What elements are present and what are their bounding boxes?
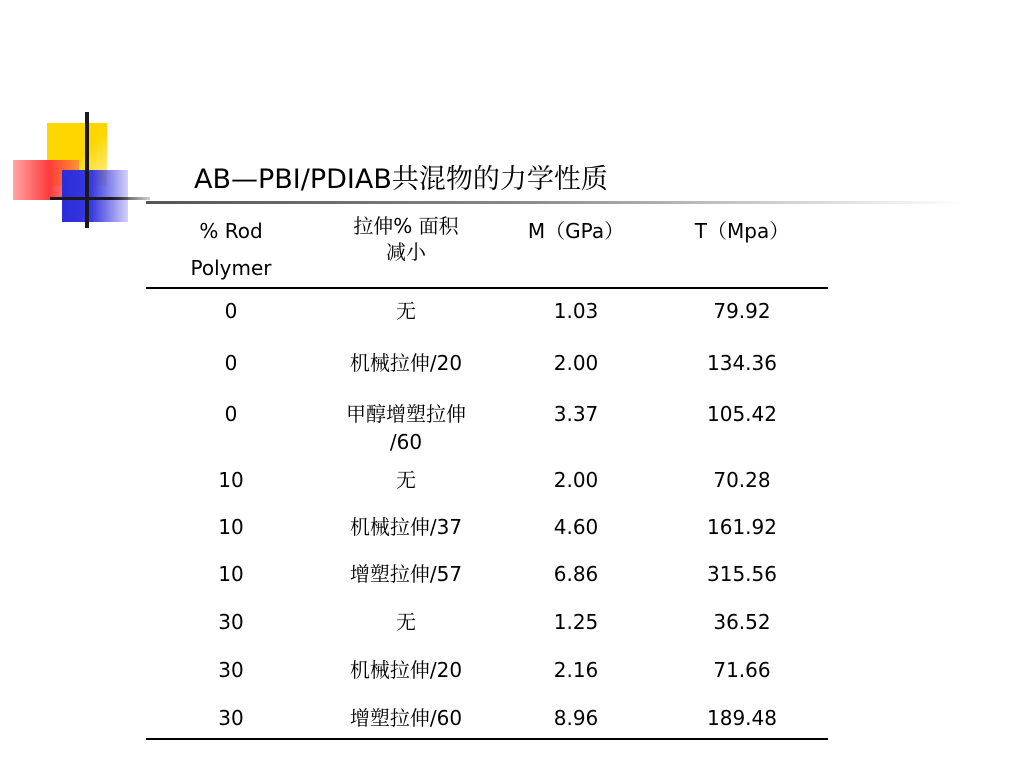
header-tensile [656,204,828,288]
cell-modulus: 3.37 [553,402,599,426]
cell-stretch: 增塑拉伸/60 [316,702,496,739]
header-rod-polymer-line2: Polymer [190,256,272,280]
cell-modulus: 1.03 [553,299,599,323]
cell-rod-polymer: 0 [224,402,238,426]
header-rod-polymer [146,204,316,288]
header-rod-polymer-line1: % Rod [199,219,263,243]
table-row [146,288,828,347]
header-stretch-area-line1: 拉伸% 面积 [353,214,459,238]
cell-stretch: 机械拉伸/20 [349,351,463,375]
cell-modulus: 4.60 [553,515,599,539]
cell-modulus: 1.25 [553,610,599,634]
horizontal-line-decoration [50,197,150,200]
header-stretch-area [316,204,496,288]
header-stretch-area-line2: 减小 [386,240,426,264]
table-header-row [146,204,828,288]
cell-tensile: 134.36 [707,351,777,375]
vertical-line-decoration [85,112,89,228]
cell-tensile: 71.66 [713,658,771,682]
header-modulus [496,204,656,288]
mechanical-properties-table [146,204,828,740]
cell-rod-polymer: 10 [218,562,244,586]
cell-tensile: 36.52 [713,610,771,634]
table-row [146,654,828,702]
cell-modulus: 2.00 [553,351,599,375]
cell-rod-polymer: 30 [218,658,244,682]
table-row [146,606,828,654]
cell-tensile: 189.48 [656,702,828,739]
decorative-corner-graphic [0,0,160,240]
cell-modulus: 6.86 [553,562,599,586]
cell-stretch: 增塑拉伸/57 [349,562,463,586]
cell-tensile: 70.28 [713,468,771,492]
cell-stretch-line2: /60 [389,430,423,454]
cell-rod-polymer: 10 [218,515,244,539]
cell-modulus: 2.16 [553,658,599,682]
cell-stretch: 无 [396,468,416,492]
header-modulus-label: M（GPa） [527,219,625,243]
cell-modulus: 2.00 [553,468,599,492]
table-row [146,395,828,462]
cell-rod-polymer: 0 [224,299,238,323]
header-tensile-label: T（Mpa） [694,219,790,243]
cell-stretch: 机械拉伸/20 [349,658,463,682]
cell-stretch-line1: 甲醇增塑拉伸 [346,402,466,426]
slide-title: AB—PBI/PDIAB共混物的力学性质 [194,164,608,195]
table-row [146,462,828,510]
cell-stretch [316,395,496,462]
table-row [146,347,828,395]
cell-rod-polymer: 30 [146,702,316,739]
cell-stretch: 无 [396,610,416,634]
cell-rod-polymer: 10 [218,468,244,492]
table-row [146,702,828,739]
cell-tensile: 105.42 [707,402,777,426]
cell-stretch: 无 [396,299,416,323]
cell-rod-polymer: 0 [224,351,238,375]
blue-square-decoration [62,170,128,222]
table-row [146,557,828,606]
cell-tensile: 161.92 [707,515,777,539]
cell-tensile: 79.92 [713,299,771,323]
table-row [146,510,828,557]
cell-rod-polymer: 30 [218,610,244,634]
cell-modulus: 8.96 [496,702,656,739]
cell-stretch: 机械拉伸/37 [349,515,463,539]
cell-tensile: 315.56 [707,562,777,586]
